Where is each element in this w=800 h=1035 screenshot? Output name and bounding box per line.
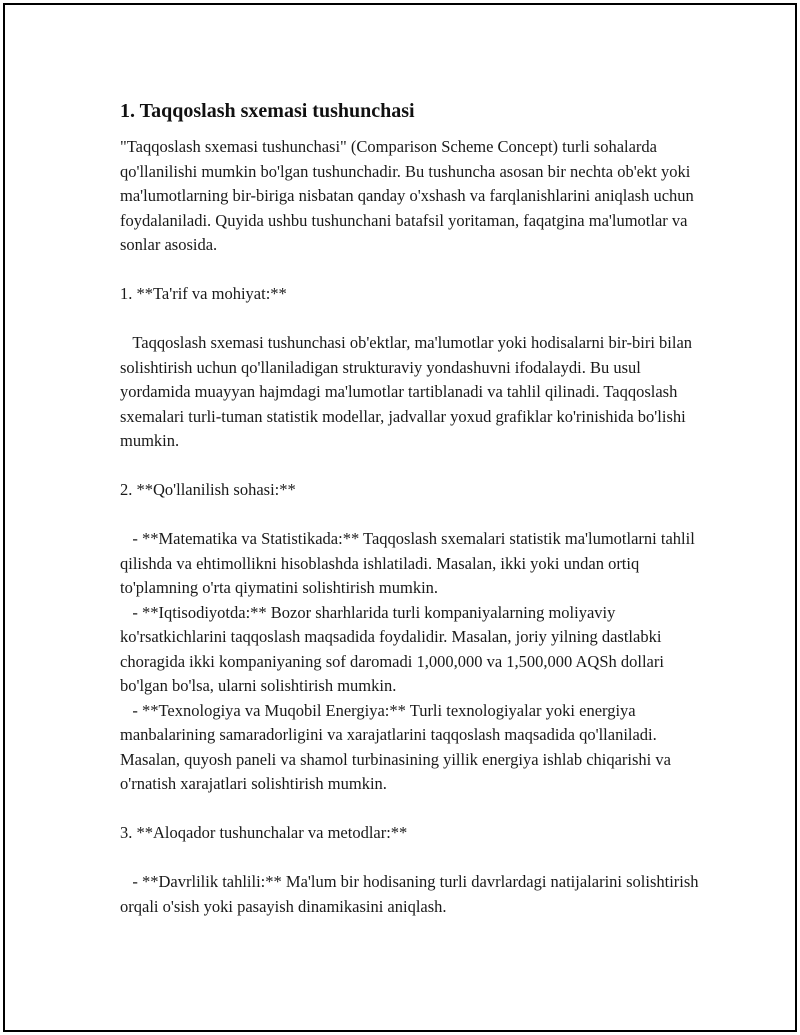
paragraph-gap [120, 307, 700, 332]
document-title: 1. Taqqoslash sxemasi tushunchasi [120, 100, 415, 122]
document-body [120, 97, 703, 919]
section2-item-economy: - **Iqtisodiyotda:** Bozor sharhlarida turli kompaniyalarning moliyaviy ko'rsatkichlarini taqqoslash maqsadida foydalidir. Masalan, joriy yilning dastlabki choragida ikki kompaniyaning sof daromadi 1,000,000 va 1,500,000 AQSh dollari bo'lgan bo'lsa, ularni solishtirish mumkin. [120, 602, 669, 695]
section3-item-periodicity: - **Davrlilik tahlili:** Ma'lum bir hodisaning turli davrlardagi natijalarini solishtirish orqali o'sish yoki pasayish dinamikasini aniqlash. [120, 872, 703, 916]
section2-item-technology: - **Texnologiya va Muqobil Energiya:** Turli texnologiyalar yoki energiya manbalarining samaradorligini va xarajatlarini taqqoslash maqsadida qo'llaniladi. Masalan, quyosh paneli va shamol turbinasining yillik energiya ishlab chiqarishi va o'rnatish xarajatlari solishtirish mumkin. [120, 700, 676, 793]
section2-item-math: - **Matematika va Statistikada:** Taqqoslash sxemalari statistik ma'lumotlarni tahlil qilishda va ehtimollikni hisoblashda ishlatiladi. Masalan, ikki yoki undan ortiq to'plamning o'rta qiymatini solishtirish mumkin. [120, 529, 699, 597]
paragraph-gap [120, 846, 700, 871]
paragraph-gap [120, 454, 700, 479]
paragraph-gap [120, 258, 700, 283]
section1-heading: 1. **Ta'rif va mohiyat:** [120, 284, 287, 303]
page-frame [3, 3, 797, 1032]
intro-paragraph: "Taqqoslash sxemasi tushunchasi" (Comparison Scheme Concept) turli sohalarda qo'llanilishi mumkin bo'lgan tushunchadir. Bu tushuncha asosan bir nechta ob'ekt yoki ma'lumotlarning bir-biriga nisbatan qanday o'xshash va farqlanishlarini aniqlash uchun foydalaniladi. Quyida ushbu tushunchani batafsil yoritaman, faqatgina ma'lumotlar va sonlar asosida. [120, 137, 698, 254]
paragraph-gap [120, 797, 700, 822]
section3-heading: 3. **Aloqador tushunchalar va metodlar:** [120, 823, 408, 842]
section1-body: Taqqoslash sxemasi tushunchasi ob'ektlar, ma'lumotlar yoki hodisalarni bir-biri bilan solishtirish uchun qo'llaniladigan strukturaviy yondashuvni ifodalaydi. Bu usul yordamida muayyan hajmdagi ma'lumotlar tartiblanadi va tahlil qilinadi. Taqqoslash sxemalari turli-tuman statistik modellar, jadvallar yoxud grafiklar ko'rinishida bo'lishi mumkin. [120, 333, 697, 450]
paragraph-gap [120, 503, 700, 528]
section2-heading: 2. **Qo'llanilish sohasi:** [120, 480, 296, 499]
